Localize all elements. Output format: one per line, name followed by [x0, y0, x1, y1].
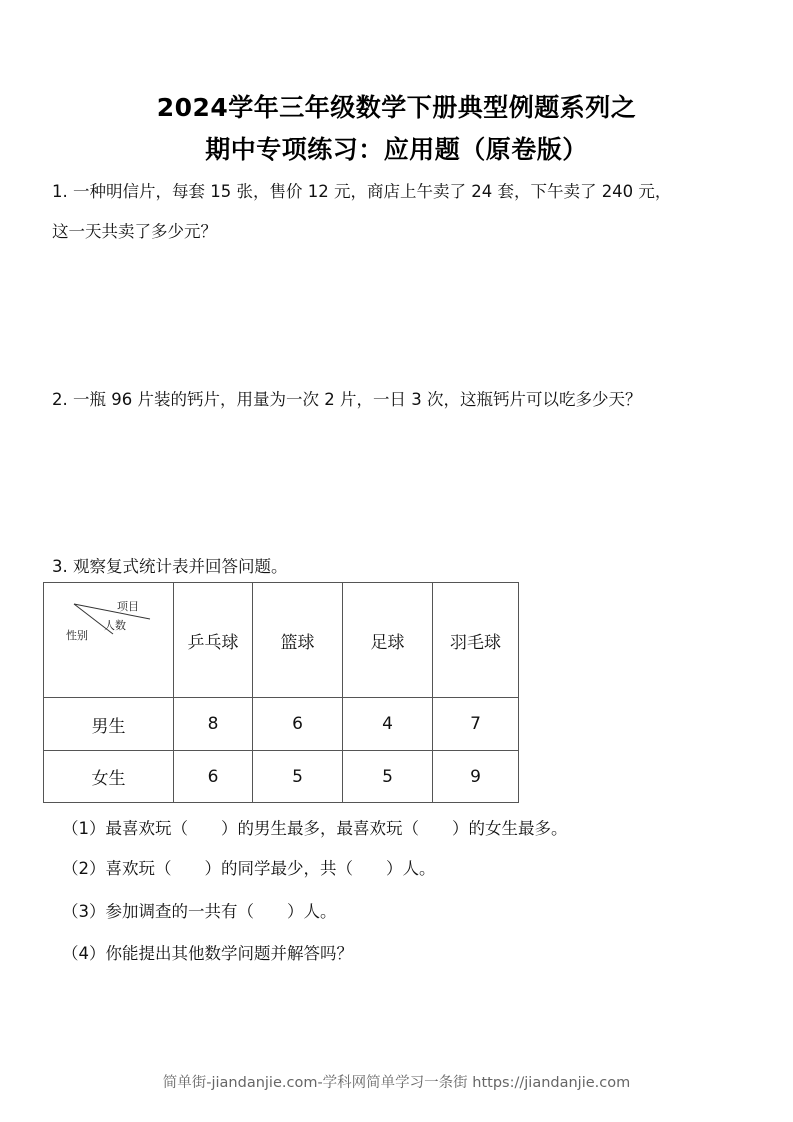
statistics-table	[43, 582, 519, 803]
corner-label-count: 人数	[104, 619, 126, 632]
table-cell: 6	[174, 751, 253, 803]
question-3-line-1: 3. 观察复式统计表并回答问题。	[52, 557, 288, 576]
table-cell: 9	[433, 751, 519, 803]
diagonal-header	[44, 583, 173, 698]
document-title-line-2: 期中专项练习：应用题（原卷版）	[205, 135, 588, 164]
table-cell: 5	[343, 751, 433, 803]
row-label: 女生	[44, 751, 174, 803]
sub-question-2: （2）喜欢玩（ ）的同学最少，共（ ）人。	[62, 859, 436, 878]
footer-watermark: 简单街-jiandanjie.com-学科网简单学习一条街 https://jiandanjie.com	[162, 1075, 631, 1091]
table-row	[44, 698, 519, 751]
sub-question-3: （3）参加调查的一共有（ ）人。	[62, 902, 337, 921]
table-cell: 5	[253, 751, 343, 803]
row-label: 男生	[44, 698, 174, 751]
table-corner-cell	[44, 583, 174, 698]
column-header: 足球	[343, 583, 433, 698]
column-header: 羽毛球	[433, 583, 519, 698]
document-title-line-1: 2024学年三年级数学下册典型例题系列之	[156, 93, 637, 122]
corner-label-item: 项目	[117, 600, 139, 613]
question-1-line-1: 1. 一种明信片，每套 15 张，售价 12 元，商店上午卖了 24 套，下午卖了 240 元，	[52, 182, 672, 201]
table-cell: 4	[343, 698, 433, 751]
sub-question-1: （1）最喜欢玩（ ）的男生最多，最喜欢玩（ ）的女生最多。	[62, 819, 568, 838]
column-header: 乒乓球	[174, 583, 253, 698]
question-2-line-1: 2. 一瓶 96 片装的钙片，用量为一次 2 片，一日 3 次，这瓶钙片可以吃多少天？	[52, 390, 642, 409]
column-header: 篮球	[253, 583, 343, 698]
table-header-row	[44, 583, 519, 698]
table-cell: 8	[174, 698, 253, 751]
table-cell: 6	[253, 698, 343, 751]
diagonal-lines-icon	[44, 583, 173, 698]
question-1-line-2: 这一天共卖了多少元？	[52, 222, 217, 241]
table-row	[44, 751, 519, 803]
table-cell: 7	[433, 698, 519, 751]
corner-label-gender: 性别	[66, 629, 88, 642]
sub-question-4: （4）你能提出其他数学问题并解答吗？	[62, 944, 353, 963]
